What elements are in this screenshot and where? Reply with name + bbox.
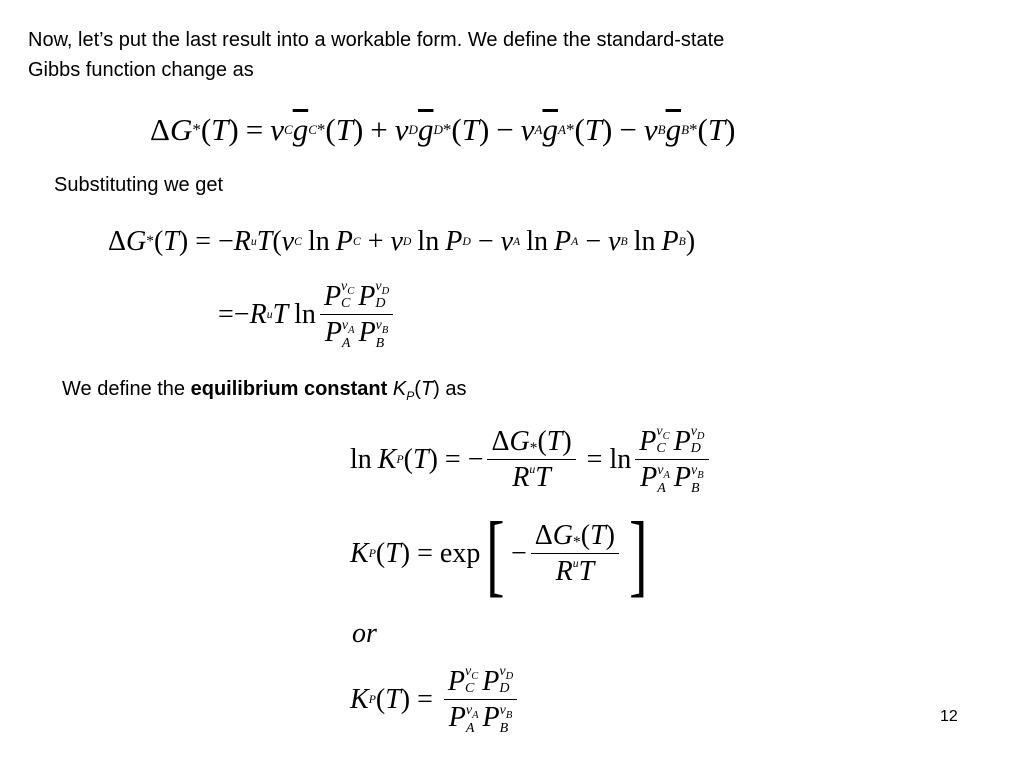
- equation-delta-g-substituted: Δ G * ( T ) = − R u T ( ν C ln P C + ν D ln P D − ν A ln P A − ν B ln P B ): [108, 226, 696, 257]
- page-number: 12: [940, 708, 958, 725]
- equation-delta-g-fraction: = − R u T ln P $\nu_C$ C P $\nu_D$ D P $\nu_A$ A P $\nu_B$ B: [218, 280, 397, 351]
- intro-line-2: Gibbs function change as: [28, 59, 254, 81]
- equation-kp-exp: K P ( T ) = exp [ − Δ G $_*$ ( T ) R $^u$ T ]: [350, 503, 648, 605]
- substituting-text: Substituting we get: [54, 174, 223, 196]
- equation-delta-g-definition: Δ G * ( T ) = ν C $\overline{g}$ C * ( T ) + ν D $\overline{g}$ D * ( T ) − ν A $\overline{g}$ A * ( T ) − ν B $\overline{g}$ B * ( T ): [150, 112, 736, 147]
- or-text: or: [352, 618, 377, 649]
- intro-line-1: Now, let’s put the last result into a workable form. We define the standard-state: [28, 29, 725, 51]
- equation-kp-fraction: K P ( T ) = P $\nu_C$ C P $\nu_D$ D P $\nu_A$ A P $\nu_B$ B: [350, 665, 521, 736]
- equation-ln-kp: ln K P ( T ) = − Δ G $_*$ ( T ) R $^u$ T = ln P $\nu_C$ C P $\nu_D$ D P $\nu_A$ A P $\nu_B$ B: [350, 425, 713, 496]
- define-kp-text: We define the equilibrium constant $K_P(T)$ as: [62, 378, 467, 403]
